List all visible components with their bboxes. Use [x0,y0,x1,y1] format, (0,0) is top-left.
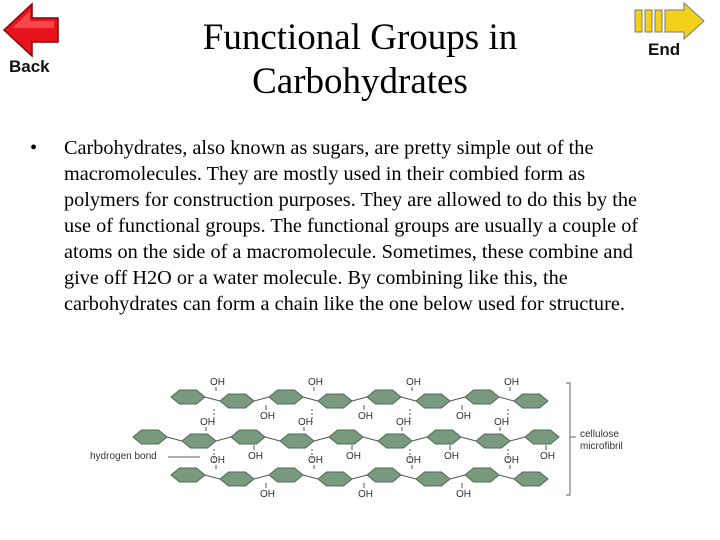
oh-label: OH [406,455,421,466]
oh-label: OH [260,411,275,422]
glucose-ring [367,390,401,404]
glucose-ring [514,472,548,486]
microfibril-bracket [566,383,570,495]
microfibril-label-line2: microfibril [580,441,623,452]
bond-line [499,397,514,401]
oh-label: OH [504,377,519,388]
bond-line [205,397,220,401]
glucose-ring [416,472,450,486]
glucose-ring [231,430,265,444]
glucose-ring [427,430,461,444]
glucose-ring [514,394,548,408]
glucose-ring [318,394,352,408]
oh-label: OH [210,455,225,466]
oh-label: OH [456,489,471,500]
bond-line [461,437,476,441]
oh-label: OH [298,417,313,428]
oh-label: OH [504,455,519,466]
glucose-ring [329,430,363,444]
oh-label: OH [346,451,361,462]
glucose-ring [465,468,499,482]
oh-label: OH [406,377,421,388]
oh-label: OH [358,411,373,422]
bond-line [401,397,416,401]
glucose-ring [280,434,314,448]
oh-label: OH [308,377,323,388]
glucose-ring [367,468,401,482]
bond-line [352,397,367,401]
back-label: Back [9,57,50,76]
slide-title: Functional Groups in Carbohydrates [202,17,518,102]
glucose-ring [133,430,167,444]
bond-line [510,437,525,441]
bond-line [254,475,269,479]
bond-line [450,475,465,479]
oh-label: OH [358,489,373,500]
bond-line [363,437,378,441]
bond-line [205,475,220,479]
oh-label: OH [494,417,509,428]
bond-line [216,437,231,441]
back-button[interactable] [2,2,60,78]
bond-line [450,397,465,401]
bond-line [303,397,318,401]
glucose-ring [220,394,254,408]
end-button[interactable] [632,2,706,66]
glucose-ring [171,390,205,404]
glucose-ring [378,434,412,448]
glucose-ring [269,468,303,482]
glucose-ring-group [133,390,559,486]
oh-label: OH [396,417,411,428]
bond-line [499,475,514,479]
glucose-ring [220,472,254,486]
hydrogen-bond-label: hydrogen bond [90,451,157,462]
bond-line [167,437,182,441]
oh-label: OH [248,451,263,462]
microfibril-label-line1: cellulose [580,429,619,440]
oh-label: OH [444,451,459,462]
glucose-ring [465,390,499,404]
oh-label: OH [308,455,323,466]
glucose-ring [318,472,352,486]
cellulose-chain-diagram [88,375,668,505]
oh-label: OH [200,417,215,428]
end-arrow-icon [632,2,706,42]
bond-line [303,475,318,479]
bond-line [265,437,280,441]
bond-line [314,437,329,441]
glucose-ring [525,430,559,444]
glucose-ring [171,468,205,482]
bond-line [352,475,367,479]
bond-line [412,437,427,441]
glucose-ring [416,394,450,408]
glucose-ring [269,390,303,404]
oh-label: OH [260,489,275,500]
oh-label: OH [456,411,471,422]
oh-label: OH [210,377,225,388]
bullet-symbol: • [30,137,38,159]
glucose-ring [476,434,510,448]
end-label: End [648,40,681,59]
bond-line [254,397,269,401]
oh-label: OH [540,451,555,462]
bullet-text: Carbohydrates, also known as sugars, are pretty simple out of the macromolecules. They are mostly used in their combied form as polymers for construction purposes. They are allowed to do this by the use of functional groups. The functional groups are usually a couple of atoms on the side of a macromolecule. Sometimes, these combine and give off H2O or a water molecule. By combining like this, the carbohydrates can form a chain like the one below used for structure. [64,137,639,315]
bond-line [401,475,416,479]
glucose-ring [182,434,216,448]
back-arrow-icon [2,2,60,58]
